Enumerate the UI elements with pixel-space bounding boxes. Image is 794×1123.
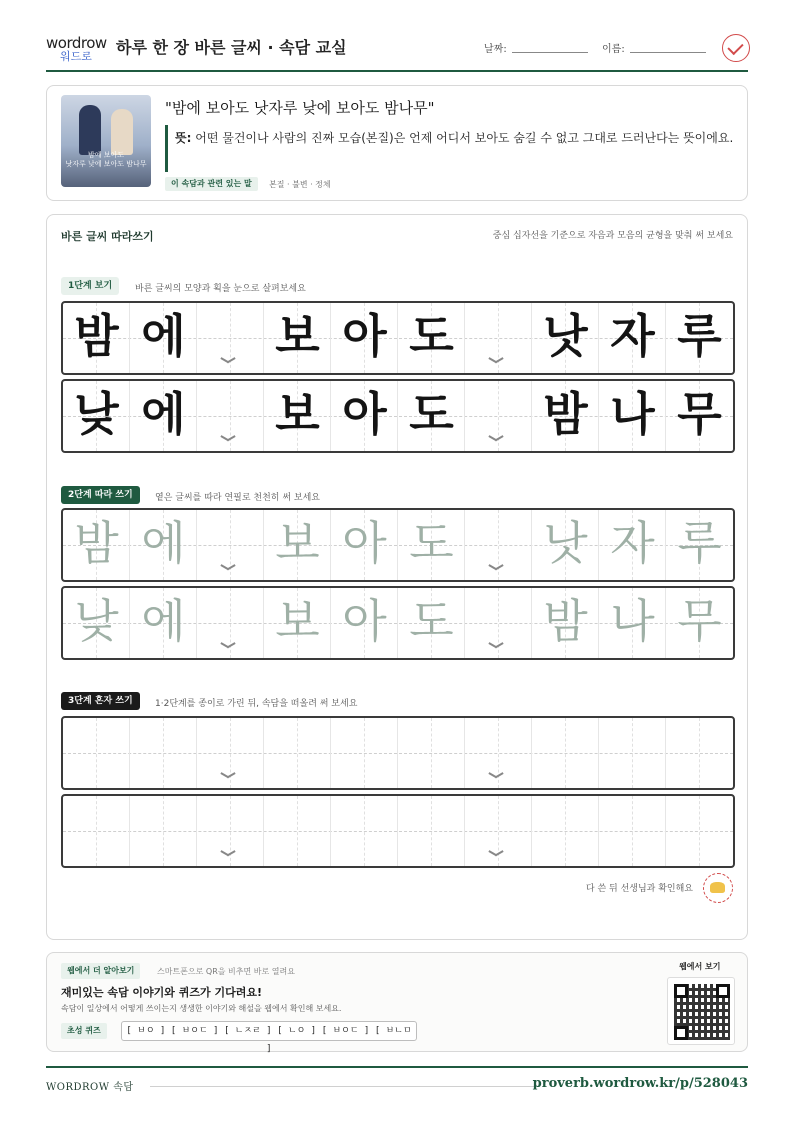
page-footer <box>46 1066 748 1096</box>
grid-cell[interactable] <box>398 588 465 658</box>
practice-hint: 중심 십자선을 기준으로 자음과 모음의 균형을 맞춰 써 보세요 <box>492 231 733 241</box>
worksheet-title: 하루 한 장 바른 글씨 · 속담 교실 <box>116 38 347 57</box>
grid-character: 낫 <box>543 516 588 570</box>
grid-cell[interactable] <box>666 510 733 580</box>
step1-label: 1단계 보기 <box>61 277 119 295</box>
grid-character: 밤 <box>74 309 119 363</box>
grid-character: 낮 <box>74 387 119 441</box>
grid-cell[interactable] <box>532 796 599 866</box>
step2-row-2[interactable] <box>61 586 735 660</box>
grid-character: 낫 <box>543 309 588 363</box>
grid-cell <box>264 381 331 451</box>
grid-cell[interactable] <box>197 510 264 580</box>
grid-cell[interactable] <box>264 510 331 580</box>
wordrow-logo <box>46 34 108 64</box>
grid-character: 루 <box>677 516 722 570</box>
space-mark-icon <box>489 850 503 858</box>
illustration-caption: 밤에 보아도 낫자루 낮에 보아도 밤나무 <box>65 151 147 168</box>
grid-cell[interactable] <box>264 718 331 788</box>
grid-character: 보 <box>275 387 320 441</box>
grid-cell[interactable] <box>532 510 599 580</box>
footer-divider <box>150 1086 538 1087</box>
grid-character: 보 <box>275 309 320 363</box>
grid-cell[interactable] <box>532 718 599 788</box>
date-label: 날짜: <box>484 44 507 55</box>
web-more-desc: 속담이 일상에서 어떻게 쓰이는지 생생한 이야기와 해설을 웹에서 확인해 보세요. <box>61 1004 342 1013</box>
grid-character: 무 <box>677 387 722 441</box>
step2-label: 2단계 따라 쓰기 <box>61 486 140 504</box>
space-mark-icon <box>221 772 235 780</box>
grid-cell[interactable] <box>398 510 465 580</box>
qr-label: 웹에서 보기 <box>679 962 721 971</box>
grid-cell[interactable] <box>63 718 130 788</box>
meaning-label: 뜻: <box>175 131 192 145</box>
name-field[interactable] <box>630 52 706 53</box>
grid-cell <box>532 303 599 373</box>
grid-character: 밤 <box>543 387 588 441</box>
grid-cell[interactable] <box>130 588 197 658</box>
grid-cell <box>130 303 197 373</box>
web-more-headline: 재미있는 속담 이야기와 퀴즈가 기다려요! <box>61 986 262 999</box>
grid-character: 밤 <box>74 516 119 570</box>
grid-cell[interactable] <box>398 796 465 866</box>
space-mark-icon <box>489 357 503 365</box>
step3-label: 3단계 혼자 쓰기 <box>61 692 140 710</box>
grid-cell <box>599 303 666 373</box>
grid-cell[interactable] <box>63 510 130 580</box>
grid-character: 아 <box>342 387 387 441</box>
grid-cell <box>331 381 398 451</box>
space-mark-icon <box>489 564 503 572</box>
grid-cell[interactable] <box>63 588 130 658</box>
grid-character: 에 <box>141 516 186 570</box>
grid-cell <box>398 303 465 373</box>
grid-cell <box>331 303 398 373</box>
space-mark-icon <box>489 642 503 650</box>
related-words-tag: 이 속담과 관련 있는 말 <box>165 177 258 191</box>
step2-row-1[interactable] <box>61 508 735 582</box>
grid-cell <box>666 303 733 373</box>
teacher-stamp-icon <box>703 873 733 903</box>
step3-row-1[interactable] <box>61 716 735 790</box>
proverb-meaning <box>175 128 735 148</box>
grid-character: 도 <box>409 309 454 363</box>
initial-quiz-box: [ ㅂㅇ ] [ ㅂㅇㄷ ] [ ㄴㅈㄹ ] [ ㄴㅇ ] [ ㅂㅇㄷ ] [ ㅂㄴㅁ ] <box>121 1021 417 1041</box>
related-words: 본질 · 불변 · 정체 <box>269 180 331 189</box>
grid-cell[interactable] <box>264 588 331 658</box>
logo-sub: 워드로 <box>60 50 92 63</box>
web-more-sub: 스마트폰으로 QR을 비추면 바로 열려요 <box>157 967 295 976</box>
grid-cell <box>197 303 264 373</box>
web-more-tag: 웹에서 더 알아보기 <box>61 963 140 979</box>
date-field[interactable] <box>512 52 588 53</box>
grid-cell[interactable] <box>264 796 331 866</box>
name-label: 이름: <box>602 44 625 55</box>
proverb-text: "밤에 보아도 낫자루 낮에 보아도 밤나무" <box>165 99 435 117</box>
grid-cell <box>63 381 130 451</box>
grid-cell <box>264 303 331 373</box>
grid-character: 도 <box>409 594 454 648</box>
grid-cell[interactable] <box>599 510 666 580</box>
illustration-figure-man <box>79 105 101 155</box>
grid-character: 무 <box>677 594 722 648</box>
space-mark-icon <box>489 435 503 443</box>
step3-row-2[interactable] <box>61 794 735 868</box>
grid-character: 에 <box>141 387 186 441</box>
grid-cell <box>63 303 130 373</box>
qr-code[interactable] <box>667 977 735 1045</box>
web-more-card <box>46 952 748 1052</box>
grid-cell[interactable] <box>532 588 599 658</box>
grid-character: 보 <box>275 516 320 570</box>
grid-character: 낮 <box>74 594 119 648</box>
teacher-check-text: 다 쓴 뒤 선생님과 확인해요 <box>585 884 693 894</box>
grid-cell[interactable] <box>331 510 398 580</box>
grid-cell[interactable] <box>197 796 264 866</box>
grid-character: 아 <box>342 516 387 570</box>
practice-title: 바른 글씨 따라쓰기 <box>61 230 154 243</box>
grid-character: 자 <box>610 309 655 363</box>
grid-cell <box>532 381 599 451</box>
grid-cell[interactable] <box>197 588 264 658</box>
qr-finder-bottom-left <box>674 1026 688 1040</box>
grid-cell[interactable] <box>666 588 733 658</box>
proverb-card <box>46 85 748 201</box>
grid-character: 도 <box>409 516 454 570</box>
grid-character: 도 <box>409 387 454 441</box>
grid-cell[interactable] <box>465 510 532 580</box>
grid-character: 나 <box>610 387 655 441</box>
meaning-accent-bar <box>165 125 168 172</box>
grid-cell[interactable] <box>465 588 532 658</box>
grid-cell <box>666 381 733 451</box>
grid-cell[interactable] <box>599 796 666 866</box>
meaning-text: 어떤 물건이나 사람의 진짜 모습(본질)은 언제 어디서 보아도 숨길 수 없고 그대로 드러난다는 뜻이에요. <box>195 131 734 145</box>
logo-word: wordrow <box>46 34 107 52</box>
step1-desc: 바른 글씨의 모양과 획을 눈으로 살펴보세요 <box>135 284 306 294</box>
space-mark-icon <box>221 435 235 443</box>
worksheet-header <box>46 30 748 72</box>
step1-row-2 <box>61 379 735 453</box>
grid-cell <box>465 303 532 373</box>
grid-character: 나 <box>610 594 655 648</box>
grid-cell[interactable] <box>130 718 197 788</box>
proverb-illustration <box>61 95 151 187</box>
grid-character: 아 <box>342 594 387 648</box>
grid-character: 자 <box>610 516 655 570</box>
step3-desc: 1·2단계를 종이로 가린 뒤, 속담을 떠올려 써 보세요 <box>155 699 358 709</box>
practice-section <box>46 214 748 940</box>
grid-cell[interactable] <box>666 718 733 788</box>
grid-cell[interactable] <box>197 718 264 788</box>
grid-character: 에 <box>141 309 186 363</box>
space-mark-icon <box>221 850 235 858</box>
space-mark-icon <box>221 357 235 365</box>
grid-cell[interactable] <box>599 718 666 788</box>
grid-cell <box>599 381 666 451</box>
grid-cell <box>130 381 197 451</box>
grid-cell[interactable] <box>465 718 532 788</box>
grid-cell[interactable] <box>331 796 398 866</box>
step2-desc: 옅은 글씨를 따라 연필로 천천히 써 보세요 <box>155 493 320 503</box>
grid-cell[interactable] <box>599 588 666 658</box>
space-mark-icon <box>489 772 503 780</box>
grid-character: 루 <box>677 309 722 363</box>
grid-character: 밤 <box>543 594 588 648</box>
step1-row-1 <box>61 301 735 375</box>
grid-cell[interactable] <box>465 796 532 866</box>
grid-cell[interactable] <box>331 588 398 658</box>
grid-cell[interactable] <box>130 796 197 866</box>
grid-cell <box>465 381 532 451</box>
grid-character: 보 <box>275 594 320 648</box>
grid-cell[interactable] <box>63 796 130 866</box>
grid-cell[interactable] <box>398 718 465 788</box>
space-mark-icon <box>221 564 235 572</box>
check-stamp-icon <box>722 34 750 62</box>
grid-cell[interactable] <box>331 718 398 788</box>
illustration-figure-woman <box>111 109 133 155</box>
qr-finder-top-right <box>716 984 730 998</box>
grid-cell[interactable] <box>130 510 197 580</box>
space-mark-icon <box>221 642 235 650</box>
qr-finder-top-left <box>674 984 688 998</box>
initial-quiz-label: 초성 퀴즈 <box>61 1023 107 1039</box>
grid-character: 아 <box>342 309 387 363</box>
grid-cell <box>398 381 465 451</box>
grid-character: 에 <box>141 594 186 648</box>
grid-cell[interactable] <box>666 796 733 866</box>
footer-url[interactable]: proverb.wordrow.kr/p/528043 <box>532 1076 748 1091</box>
grid-cell <box>197 381 264 451</box>
footer-brand: WORDROW 속담 <box>46 1082 134 1093</box>
